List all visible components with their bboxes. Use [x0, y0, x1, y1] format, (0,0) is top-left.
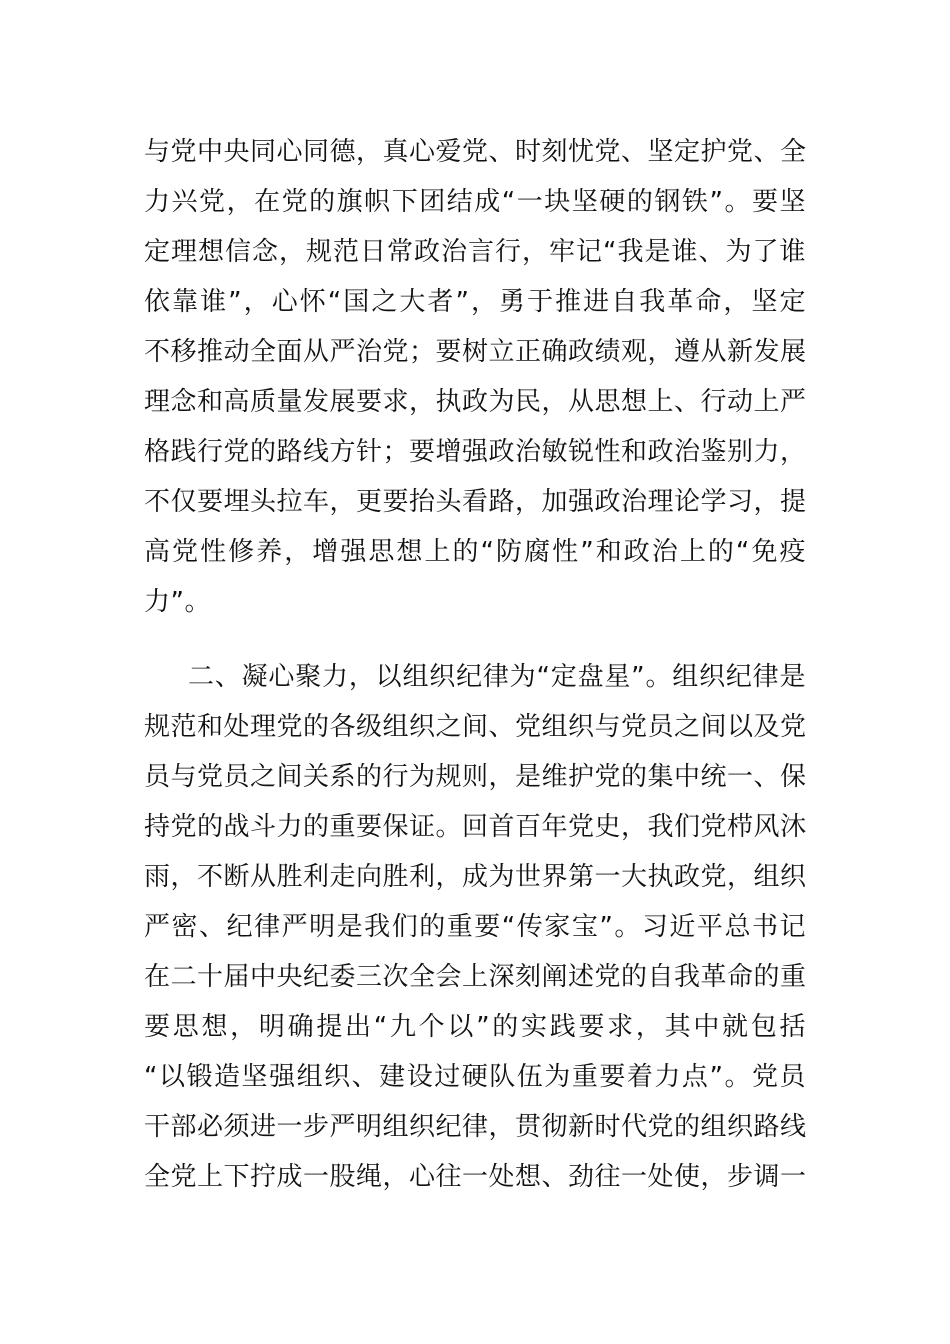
paragraph-line: 高党性修养，增强思想上的“防腐性”和政治上的“免疫	[144, 537, 806, 567]
paragraph-line: 依靠谁”，心怀“国之大者”，勇于推进自我革命，坚定	[144, 287, 806, 317]
paragraph-line: 干部必须进一步严明组织纪律，贯彻新时代党的组织路线	[144, 1112, 807, 1142]
paragraph-1	[144, 127, 806, 627]
paragraph-line: 理念和高质量发展要求，执政为民，从思想上、行动上严	[144, 387, 807, 417]
paragraph-line: 规范和处理党的各级组织之间、党组织与党员之间以及党	[144, 712, 807, 742]
paragraph-line: 力兴党，在党的旗帜下团结成“一块坚硬的钢铁”。要坚	[144, 187, 806, 217]
paragraph-line: “以锻造坚强组织、建设过硬队伍为重要着力点”。党员	[144, 1062, 806, 1092]
paragraph-line: 不仅要埋头拉车，更要抬头看路，加强政治理论学习，提	[144, 487, 807, 517]
paragraph-line: 持党的战斗力的重要保证。回首百年党史，我们党栉风沐	[144, 812, 807, 842]
paragraph-line: 雨，不断从胜利走向胜利，成为世界第一大执政党，组织	[144, 862, 807, 892]
paragraph-line: 严密、纪律严明是我们的重要“传家宝”。习近平总书记	[144, 912, 806, 942]
paragraph-line: 力”。	[144, 587, 211, 617]
paragraph-line: 定理想信念，规范日常政治言行，牢记“我是谁、为了谁	[144, 237, 806, 267]
paragraph-line: 不移推动全面从严治党；要树立正确政绩观，遵从新发展	[144, 337, 807, 367]
paragraph-line: 要思想，明确提出“九个以”的实践要求，其中就包括	[144, 1012, 806, 1042]
paragraph-line: 员与党员之间关系的行为规则，是维护党的集中统一、保	[144, 762, 807, 792]
paragraph-line: 二、凝心聚力，以组织纪律为“定盘星”。组织纪律是	[188, 662, 806, 692]
paragraph-line: 格践行党的路线方针；要增强政治敏锐性和政治鉴别力，	[144, 437, 807, 467]
paragraph-line: 全党上下拧成一股绳，心往一处想、劲往一处使，步调一	[144, 1162, 807, 1192]
paragraph-2	[144, 652, 806, 1202]
paragraph-line: 在二十届中央纪委三次全会上深刻阐述党的自我革命的重	[144, 962, 807, 992]
paragraph-line: 与党中央同心同德，真心爱党、时刻忧党、坚定护党、全	[144, 137, 807, 167]
